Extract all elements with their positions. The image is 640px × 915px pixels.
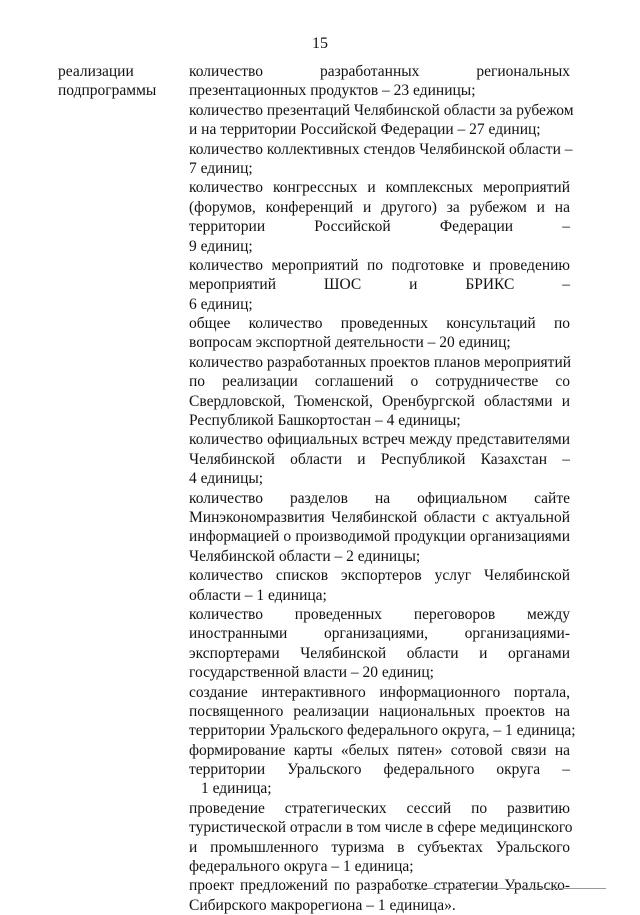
indicator-line: проект предложений по разработке стратегии Уральско- bbox=[189, 877, 570, 895]
page-number: 15 bbox=[312, 35, 328, 52]
indicator-line: количество презентаций Челябинской области за рубежом bbox=[189, 101, 574, 119]
indicator-line: по реализации соглашений о сотрудничестве со bbox=[189, 373, 570, 391]
indicator-line: количество конгрессных и комплексных мероприятий bbox=[189, 179, 570, 197]
indicator-line: территории Российской Федерации – bbox=[189, 218, 570, 236]
indicator-line: вопросам экспортной деятельности – 20 единиц; bbox=[189, 334, 511, 352]
indicator-line: количество коллективных стендов Челябинской области – bbox=[189, 140, 573, 158]
indicator-line: количество разработанных проектов планов мероприятий bbox=[189, 353, 572, 371]
indicator-line: количество разработанных региональных bbox=[189, 63, 570, 80]
indicator-line: иностранными организациями, организациями- bbox=[189, 625, 570, 643]
indicator-line: государственной власти – 20 единиц; bbox=[189, 664, 434, 682]
indicator-line: Минэкономразвития Челябинской области с актуальной bbox=[189, 508, 570, 526]
indicator-line: посвященного реализации национальных проектов на bbox=[189, 702, 570, 720]
indicator-line: общее количество проведенных консультаций по bbox=[189, 315, 570, 333]
indicator-line: и на территории Российской Федерации – 27 единиц; bbox=[189, 121, 541, 139]
indicator-line: и промышленного туризма в субъектах Уральского bbox=[189, 838, 570, 856]
indicator-line: области – 1 единица; bbox=[189, 586, 327, 604]
indicator-line: мероприятий ШОС и БРИКС – bbox=[189, 276, 570, 294]
indicator-line: федерального округа – 1 единица; bbox=[189, 858, 414, 876]
indicator-line: 4 единицы; bbox=[189, 470, 264, 488]
indicator-line: количество проведенных переговоров между bbox=[189, 605, 570, 623]
indicator-line: территории Уральского федерального округа, – 1 единица; bbox=[189, 722, 576, 740]
indicator-line: Республикой Башкортостан – 4 единицы; bbox=[189, 412, 461, 430]
indicator-line: 6 единиц; bbox=[189, 295, 253, 313]
indicator-line: туристической отрасли в том числе в сфере медицинского bbox=[189, 819, 573, 837]
left-column bbox=[58, 62, 178, 101]
indicator-line: Челябинской области – 2 единицы; bbox=[189, 547, 421, 565]
indicator-list bbox=[189, 62, 576, 915]
indicator-line: 1 единица; bbox=[201, 780, 272, 798]
indicator-line: количество списков экспортеров услуг Челябинской bbox=[189, 567, 570, 585]
left-column-line: реализации bbox=[58, 63, 134, 80]
indicator-line: Сибирского макрорегиона – 1 единица». bbox=[189, 896, 456, 914]
indicator-line: формирование карты «белых пятен» сотовой связи на bbox=[189, 741, 570, 759]
indicator-line: 9 единиц; bbox=[189, 237, 253, 255]
indicator-line: количество официальных встреч между представителями bbox=[189, 431, 570, 449]
footer-rule bbox=[400, 888, 606, 889]
indicator-line: создание интерактивного информационного портала, bbox=[189, 683, 570, 701]
indicator-line: территории Уральского федерального округа – bbox=[189, 761, 570, 779]
indicator-line: количество разделов на официальном сайте bbox=[189, 489, 570, 507]
indicator-line: проведение стратегических сессий по развитию bbox=[189, 799, 570, 817]
indicator-line: информацией о производимой продукции организациями bbox=[189, 528, 570, 546]
indicator-line: количество мероприятий по подготовке и проведению bbox=[189, 256, 570, 274]
indicator-line: экспортерами Челябинской области и органами bbox=[189, 644, 570, 662]
indicator-line: (форумов, конференций и другого) за рубежом и на bbox=[189, 198, 570, 216]
indicator-line: Свердловской, Тюменской, Оренбургской областями и bbox=[189, 392, 570, 410]
indicator-line: презентационных продуктов – 23 единицы; bbox=[189, 82, 476, 100]
indicator-line: 7 единиц; bbox=[189, 159, 253, 177]
left-column-line: подпрограммы bbox=[58, 82, 157, 100]
indicator-line: Челябинской области и Республикой Казахстан – bbox=[189, 450, 570, 468]
